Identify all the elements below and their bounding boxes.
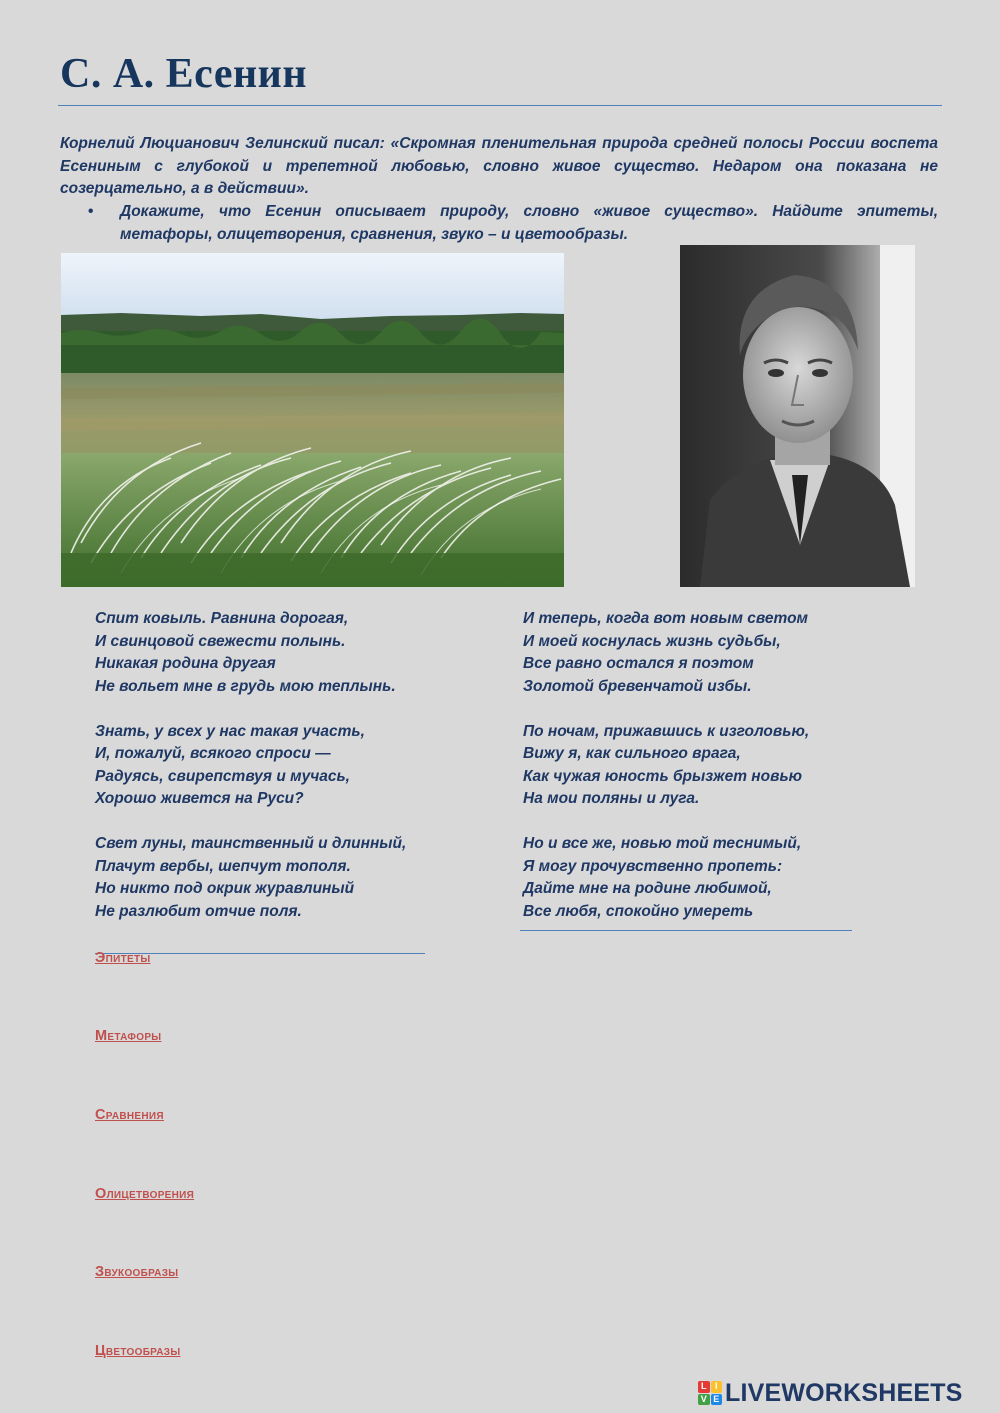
logo-mark-cell: L bbox=[698, 1381, 710, 1393]
category-personifications: Олицетворения bbox=[95, 1186, 195, 1202]
task-text: Докажите, что Есенин описывает природу, словно «живое существо». Найдите эпитеты, метафоры, олицетворения, сравнения, звуко – и цветообразы. bbox=[120, 203, 938, 243]
poem-line: Но никто под окрик журавлиный bbox=[95, 880, 355, 897]
poem-line: И теперь, когда вот новым светом bbox=[523, 610, 809, 627]
poem-stanza bbox=[523, 608, 903, 698]
poem-line: Но и все же, новью той теснимый, bbox=[523, 835, 802, 852]
category-epithets: Эпитеты bbox=[95, 950, 151, 966]
poem-line: Не разлюбит отчие поля. bbox=[95, 902, 302, 920]
intro-quote: Корнелий Люцианович Зелинский писал: «Скромная пленительная природа средней полосы России воспета Есениным с глубокой и трепетной любовью, словно живое существо. Недаром она показана не созерцательно, а в действии». bbox=[60, 135, 938, 197]
poem-line: Свет луны, таинственный и длинный, bbox=[95, 835, 407, 852]
liveworksheets-logo bbox=[698, 1377, 963, 1409]
category-sound-images: Звукообразы bbox=[95, 1264, 179, 1280]
poem-stanza bbox=[95, 608, 495, 698]
poem-line: И свинцовой свежести полынь. bbox=[95, 632, 346, 650]
poem-right-column bbox=[523, 608, 903, 923]
poem-line: Как чужая юность брызжет новью bbox=[523, 767, 803, 785]
category-color-images: Цветообразы bbox=[95, 1343, 181, 1359]
feather-grass-field-image bbox=[61, 253, 564, 587]
logo-mark-cell: I bbox=[711, 1381, 723, 1393]
bullet-icon: • bbox=[88, 203, 94, 220]
poem-stanza bbox=[523, 833, 903, 923]
page-title: С. А. Есенин bbox=[60, 51, 308, 97]
title-divider bbox=[58, 105, 942, 106]
poem-line: Вижу я, как сильного врага, bbox=[523, 745, 741, 762]
poem-line: На мои поляны и луга. bbox=[523, 790, 700, 807]
poem-line: И, пожалуй, всякого спроси — bbox=[95, 745, 331, 762]
portrait-photo bbox=[680, 245, 915, 587]
poem-line: И моей коснулась жизнь судьбы, bbox=[523, 632, 781, 650]
poem-stanza bbox=[523, 721, 903, 811]
poem-line: Радуясь, свирепствуя и мучась, bbox=[95, 767, 350, 785]
poem-line: Все равно остался я поэтом bbox=[523, 655, 754, 672]
answer-divider-right bbox=[520, 930, 852, 931]
poem-line: Никакая родина другая bbox=[95, 655, 276, 672]
poem-line: Все любя, спокойно умереть bbox=[523, 902, 754, 920]
category-metaphors: Метафоры bbox=[95, 1028, 162, 1044]
category-comparisons: Сравнения bbox=[95, 1107, 164, 1123]
logo-mark-cell: E bbox=[711, 1394, 723, 1406]
poem-line: Знать, у всех у нас такая участь, bbox=[95, 722, 365, 740]
landscape-photo bbox=[61, 253, 564, 587]
poem-line: Спит ковыль. Равнина дорогая, bbox=[95, 610, 349, 627]
poem-line: По ночам, прижавшись к изголовью, bbox=[523, 722, 810, 740]
poem-line: Хорошо живется на Руси? bbox=[95, 790, 304, 807]
poem-left-column bbox=[95, 608, 495, 923]
poem-line: Золотой бревенчатой избы. bbox=[523, 677, 752, 695]
poem-line: Я могу прочувственно пропеть: bbox=[523, 857, 783, 875]
esenin-portrait-image bbox=[680, 245, 915, 587]
poem-stanza bbox=[95, 833, 495, 923]
poem-line: Плачут вербы, шепчут тополя. bbox=[95, 857, 351, 875]
poem-line: Дайте мне на родине любимой, bbox=[523, 880, 772, 897]
liveworksheets-logo-icon bbox=[698, 1381, 722, 1405]
logo-mark-cell: V bbox=[698, 1394, 710, 1406]
poem-line: Не вольет мне в грудь мою теплынь. bbox=[95, 677, 396, 695]
liveworksheets-logo-text: LIVEWORKSHEETS bbox=[725, 1379, 963, 1407]
poem-stanza bbox=[95, 721, 495, 811]
